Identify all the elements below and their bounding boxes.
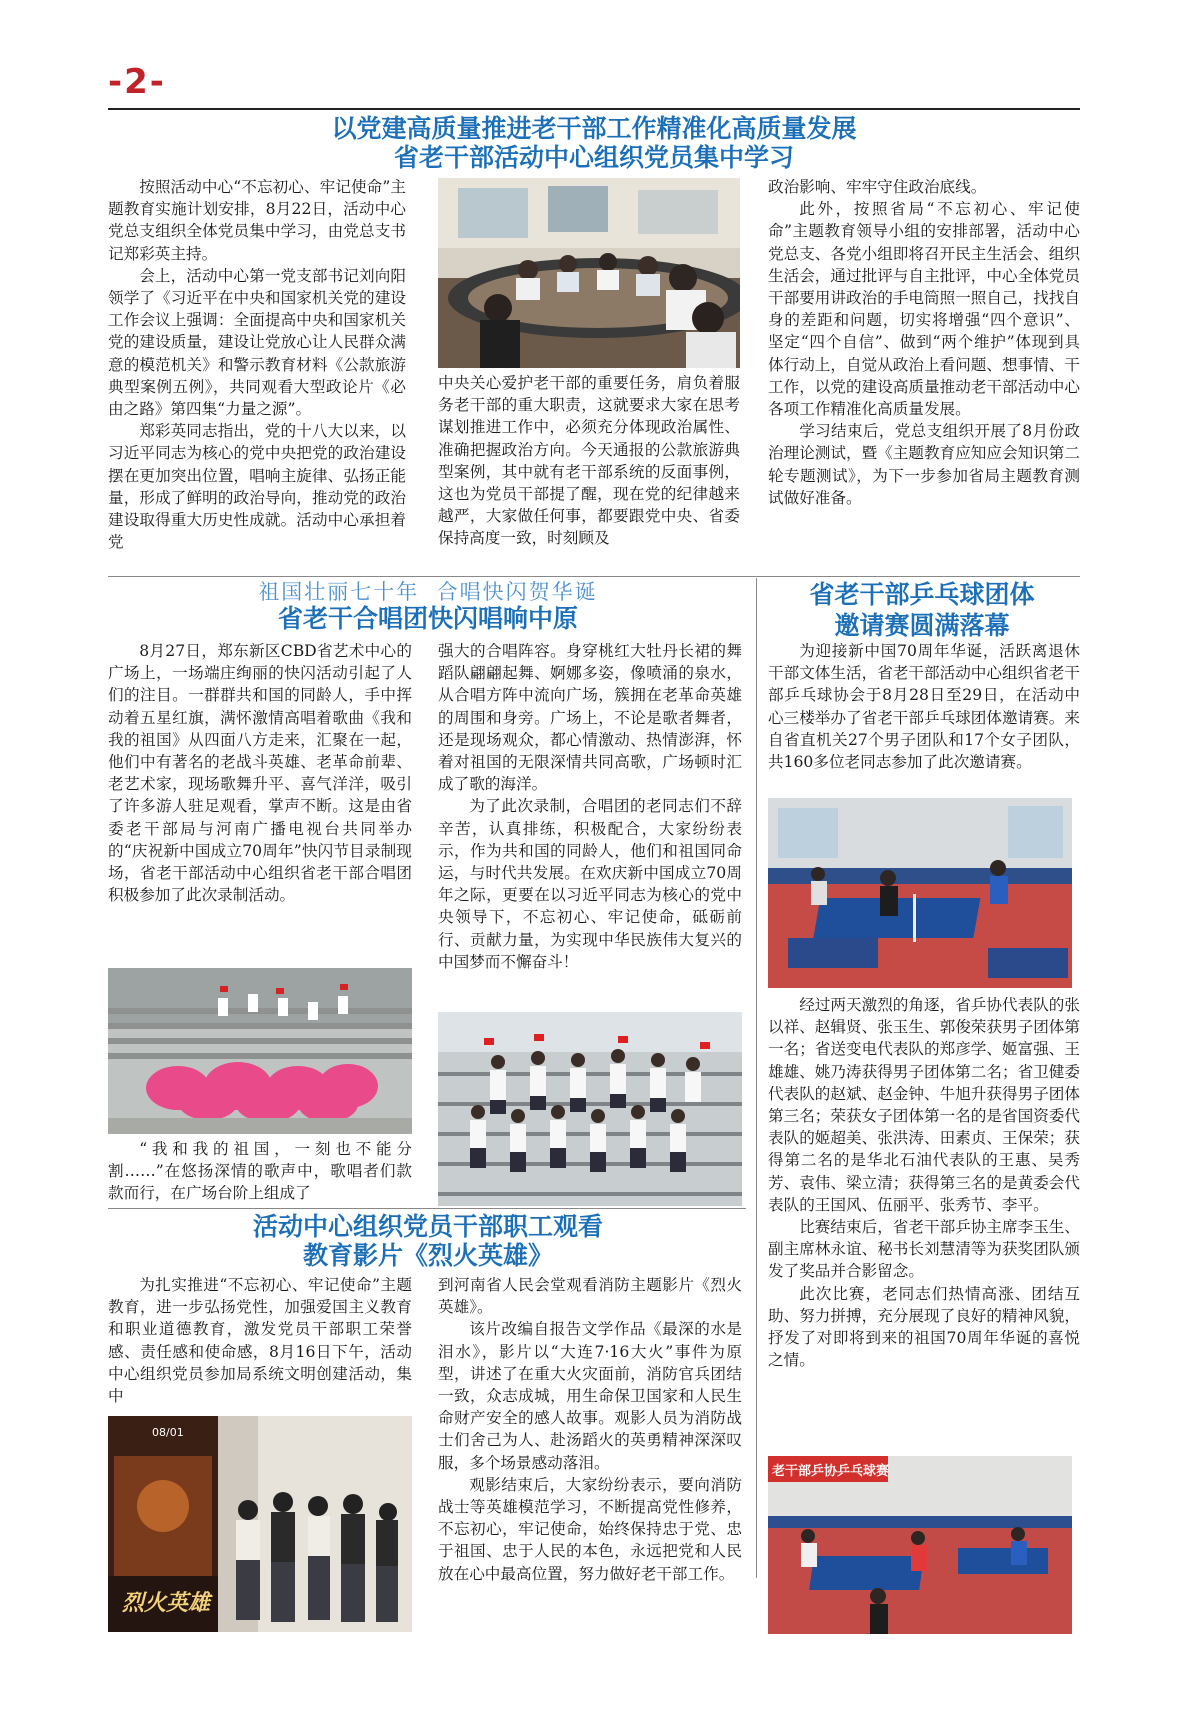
paragraph: 学习结束后，党总支组织开展了8月份政治理论测试，暨《主题教育应知应会知识第二轮专题测试》，为下一步参加省局主题教育测试做好准备。 xyxy=(768,422,1080,507)
meeting-photo xyxy=(438,178,740,368)
article2-col2 xyxy=(438,640,742,1010)
pingpong-photo-1 xyxy=(768,798,1072,988)
paragraph: 到河南省人民会堂观看消防主题影片《烈火英雄》。 xyxy=(438,1276,742,1317)
article4-headline xyxy=(108,1212,748,1270)
article4-title-line2: 教育影片《烈火英雄》 xyxy=(302,1241,553,1270)
paragraph: 郑彩英同志指出，党的十八大以来，以习近平同志为核心的党中央把党的政治建设摆在更加突出位置，唱响主旋律、弘扬正能量，形成了鲜明的政治导向，推动党的政治建设取得重大历史性成就。活动中心承担着党 xyxy=(108,422,406,552)
article3-headline xyxy=(764,580,1080,641)
article1-title-line2: 省老干部活动中心组织党员集中学习 xyxy=(393,143,794,172)
page-number: -2- xyxy=(108,62,166,102)
paragraph: 会上，活动中心第一党支部书记刘向阳领学了《习近平在中央和国家机关党的建设工作会议上强调：全面提高中央和国家机关党的建设质量，建设让党放心让人民群众满意的模范机关》和警示教育材料《公款旅游典型案例五例》，共同观看大型政论片《必由之路》第四集“力量之源”。 xyxy=(108,266,406,419)
pingpong-photo-2 xyxy=(768,1456,1072,1634)
article4-col2 xyxy=(438,1274,742,1634)
choir-photo xyxy=(438,1012,742,1206)
paragraph: 经过两天激烈的角逐，省乒协代表队的张以祥、赵辑贤、张玉生、郭俊荣获男子团体第一名；省送变电代表队的郑彦学、姬富强、王雄雄、姚乃涛获得男子团体第二名；省卫健委代表队的赵斌、赵金钟、牛旭升获得男子团体第三名；荣获女子团体第一名的是省国资委代表队的姬超美、张洪涛、田素贞、王保荣；获得第二名的是华北石油代表队的王惠、吴秀芳、袁伟、梁立清；获得第三名的是黄委会代表队的王国风、伍丽平、张秀节、李平。 xyxy=(768,996,1080,1214)
article3-body xyxy=(768,994,1080,1454)
column-divider xyxy=(756,578,757,1578)
banner-text: 老干部乒协乒乓球赛 xyxy=(772,1464,890,1479)
paragraph: 按照活动中心“不忘初心、牢记使命”主题教育实施计划安排，8月22日，活动中心党总支组织全体党员集中学习，由党总支书记郑彩英主持。 xyxy=(108,178,406,263)
paragraph: 政治影响、牢牢守住政治底线。 xyxy=(768,178,987,196)
article2-title: 省老干合唱团快闪唱响中原 xyxy=(277,604,578,634)
paragraph: “我和我的祖国，一刻也不能分割……”在悠扬深情的歌声中，歌唱者们款款而行，在广场台阶上组成了 xyxy=(108,1140,412,1203)
article3-intro xyxy=(768,640,1080,794)
paragraph: 中央关心爱护老干部的重要任务，肩负着服务老干部的重大职责，这就要求大家在思考谋划推进工作中，必须充分体现政治属性、准确把握政治方向。今天通报的公款旅游典型案例，其中就有老干部系统的反面事例，这也为党员干部提了醒，现在党的纪律越来越严，大家做任何事，都要跟党中央、省委保持高度一致，时刻顾及 xyxy=(438,374,740,548)
article3-title-line1: 省老干部乒乓球团体 xyxy=(809,580,1035,609)
dance-photo xyxy=(108,968,412,1134)
article1-col1 xyxy=(108,176,406,576)
article4-title-line1: 活动中心组织党员干部职工观看 xyxy=(252,1212,603,1241)
article1-title-line1: 以党建高质量推进老干部工作精准化高质量发展 xyxy=(331,114,857,143)
top-rule xyxy=(108,108,1080,110)
paragraph: 此外，按照省局“不忘初心、牢记使命”主题教育领导小组的安排部署，活动中心党总支、各党小组即将召开民主生活会、组织生活会，通过批评与自主批评，中心全体党员干部要用讲政治的手电筒照一照自己，找找自身的差距和问题，切实将增强“四个意识”、坚定“四个自信”、做到“两个维护”体现到具体行动上，自觉从政治上看问题、想事情、干工作，以党的建设高质量推动老干部活动中心各项工作精准化高质量发展。 xyxy=(768,200,1080,419)
poster-title: 烈火英雄 xyxy=(122,1590,211,1616)
paragraph: 强大的合唱阵容。身穿桃红大牡丹长裙的舞蹈队翩翩起舞、婀娜多姿，像喷涌的泉水，从合唱方阵中流向广场，簇拥在老革命英雄的周围和身旁。广场上，不论是歌者舞者，还是现场观众，都心情激动、热情澎湃，怀着对祖国的无限深情共同高歌，广场顿时汇成了歌的海洋。 xyxy=(438,642,742,794)
section-divider xyxy=(108,576,1080,577)
article2-col1b xyxy=(108,1138,412,1206)
article2-headline xyxy=(108,580,748,633)
paragraph: 为扎实推进“不忘初心、牢记使命”主题教育，进一步弘扬党性，加强爱国主义教育和职业道德教育，激发党员干部职工荣誉感、责任感和使命感，8月16日下午，活动中心组织党员参加局系统文明创建活动，集中 xyxy=(108,1276,412,1406)
cinema-photo xyxy=(108,1416,412,1632)
article2-col1 xyxy=(108,640,412,960)
paragraph: 该片改编自报告文学作品《最深的水是泪水》，影片以“大连7·16大火”事件为原型，讲述了在重大火灾面前，消防官兵团结一致，众志成城，用生命保卫国家和人民生命财产安全的感人故事。观影人员为消防战士们舍己为人、赴汤蹈火的英勇精神深深叹服，多个场景感动落泪。 xyxy=(438,1320,742,1472)
section-divider xyxy=(108,1208,746,1209)
article4-col1 xyxy=(108,1274,412,1410)
paragraph: 此次比赛，老同志们热情高涨、团结互助、努力拼搏，充分展现了良好的精神风貌，抒发了对即将到来的祖国70周年华诞的喜悦之情。 xyxy=(768,1284,1080,1370)
article2-kicker: 祖国壮丽七十年 合唱快闪贺华诞 xyxy=(258,580,598,604)
article1-headline xyxy=(108,114,1080,172)
article1-col2 xyxy=(438,372,740,572)
article3-title-line2: 邀请赛圆满落幕 xyxy=(834,610,1010,640)
paragraph: 观影结束后，大家纷纷表示，要向消防战士等英雄模范学习，不断提高党性修养，不忘初心，牢记使命，始终保持忠于党、忠于祖国、忠于人民的本色，永远把党和人民放在心中最高位置，努力做好老干部工作。 xyxy=(438,1475,742,1583)
paragraph: 为迎接新中国70周年华诞，活跃离退休干部文体生活，省老干部活动中心组织省老干部乒乓球协会于8月28日至29日，在活动中心三楼举办了省老干部乒乓球团体邀请赛。来自省直机关27个男子团队和17个女子团队，共160多位老同志参加了此次邀请赛。 xyxy=(768,642,1080,772)
paragraph: 比赛结束后，省老干部乒协主席李玉生、副主席林永谊、秘书长刘慧清等为获奖团队颁发了奖品并合影留念。 xyxy=(768,1218,1080,1281)
poster-date: 08/01 xyxy=(152,1426,184,1439)
paragraph: 8月27日，郑东新区CBD省艺术中心的广场上，一场端庄绚丽的快闪活动引起了人们的注目。一群群共和国的同龄人，手中挥动着五星红旗，满怀激情高唱着歌曲《我和我的祖国》从四面八方走来，汇聚在一起，他们中有著名的老战斗英雄、老革命前辈、老艺术家，现场歌舞升平、喜气洋洋，吸引了许多游人驻足观看，掌声不断。这是由省委老干部局与河南广播电视台共同举办的“庆祝新中国成立70周年”快闪节目录制现场，省老干部活动中心组织省老干部合唱团积极参加了此次录制活动。 xyxy=(108,642,412,905)
paragraph: 为了此次录制，合唱团的老同志们不辞辛苦，认真排练，积极配合，大家纷纷表示，作为共和国的同龄人，他们和祖国同命运，与时代共发展。在欢庆新中国成立70周年之际，更要在以习近平同志为核心的党中央领导下，不忘初心、牢记使命，砥砺前行、贡献力量，为实现中华民族伟大复兴的中国梦而不懈奋斗！ xyxy=(438,797,742,971)
article1-col3 xyxy=(768,176,1080,576)
